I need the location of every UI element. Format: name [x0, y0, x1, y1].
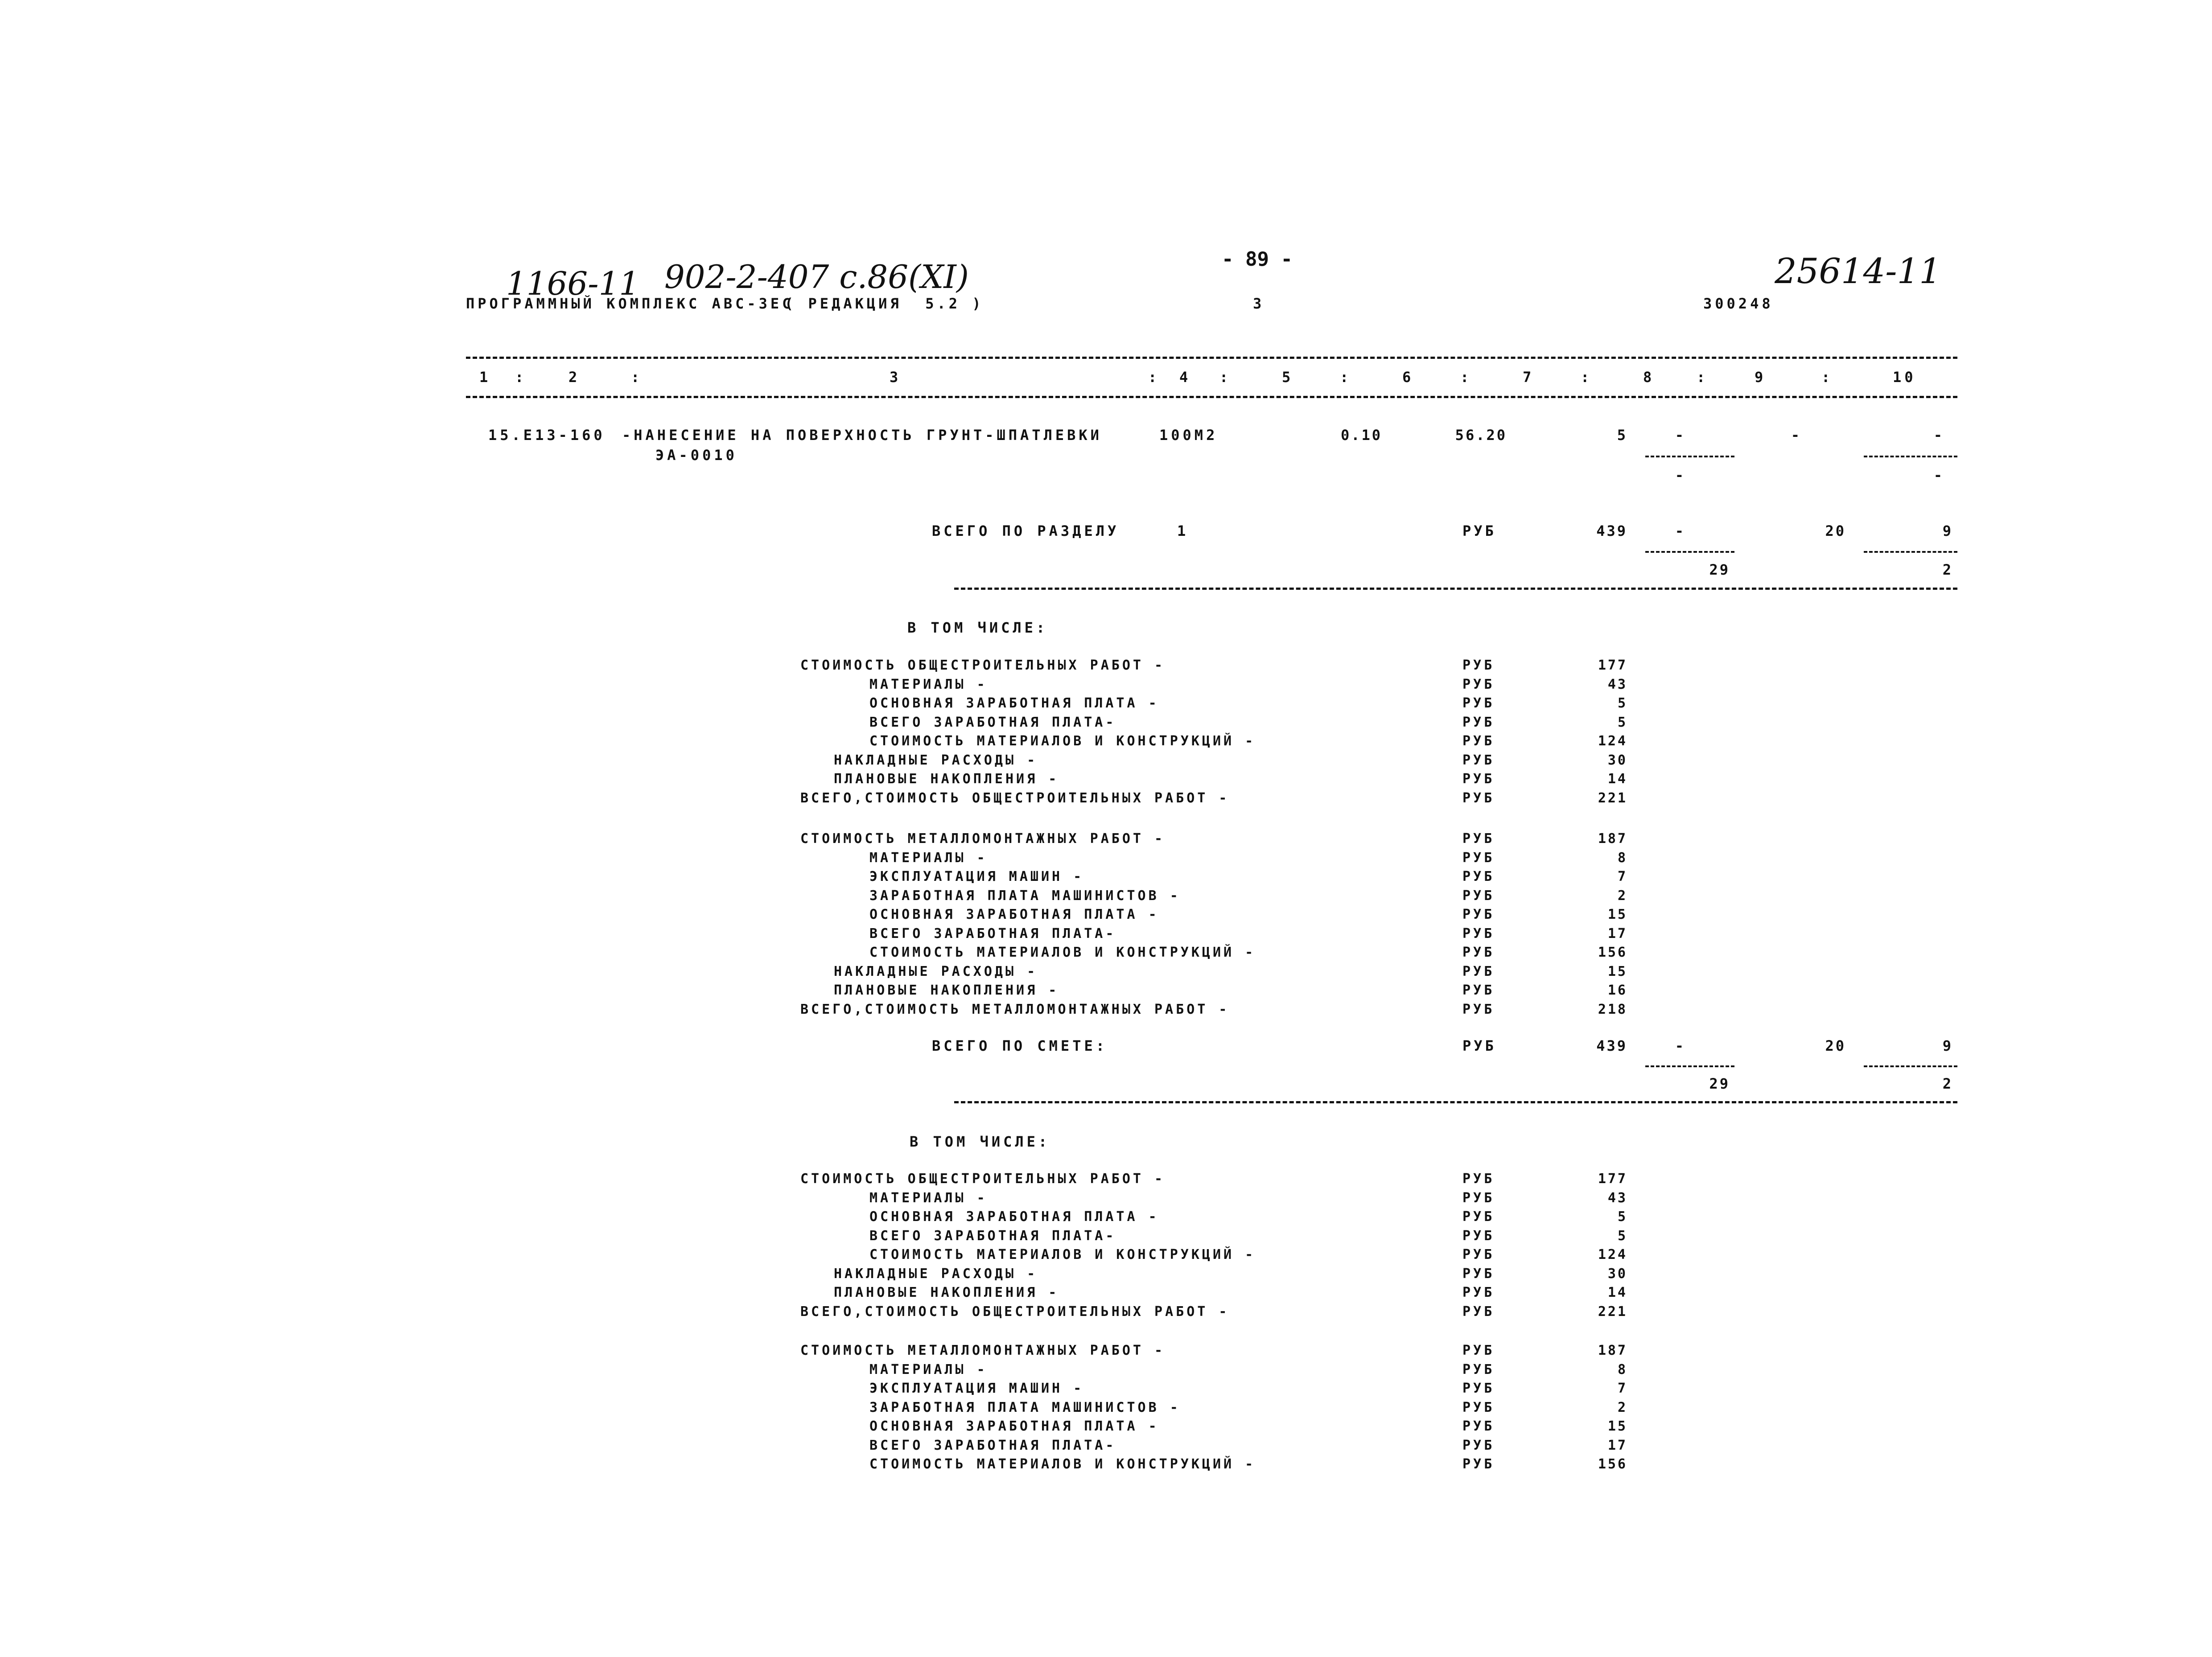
- section-total-unit: РУБ: [1462, 522, 1496, 539]
- breakdown-unit: РУБ: [1462, 1399, 1495, 1415]
- breakdown-value: 187: [1598, 831, 1627, 847]
- breakdown-value: 221: [1598, 1303, 1627, 1320]
- section-total-rule: [954, 588, 1957, 590]
- breakdown-unit: РУБ: [1462, 869, 1495, 884]
- estimate-total-col8-sub: 29: [1709, 1075, 1730, 1092]
- column-separator: :: [1148, 369, 1160, 386]
- section-total-count: 1: [1177, 522, 1189, 539]
- breakdown-value: 8: [1617, 850, 1627, 866]
- header-rule-bottom: [466, 396, 1957, 398]
- breakdown-value: 15: [1607, 907, 1627, 922]
- column-number: 5: [1282, 369, 1294, 386]
- breakdown-label: ВСЕГО ЗАРАБОТНАЯ ПЛАТА-: [869, 925, 1116, 942]
- breakdown-label: ОСНОВНАЯ ЗАРАБОТНАЯ ПЛАТА -: [869, 1209, 1159, 1225]
- breakdown-label: СТОИМОСТЬ ОБЩЕСТРОИТЕЛЬНЫХ РАБОТ -: [800, 1171, 1166, 1187]
- breakdown-value: 221: [1598, 790, 1627, 806]
- breakdown-value: 124: [1598, 733, 1627, 749]
- column-number: 2: [568, 369, 581, 386]
- breakdown-unit: РУБ: [1462, 1285, 1495, 1300]
- breakdown-label: СТОИМОСТЬ МЕТАЛЛОМОНТАЖНЫХ РАБОТ -: [800, 831, 1166, 847]
- item-col10-rule: [1864, 456, 1957, 457]
- breakdown-value: 8: [1617, 1361, 1627, 1377]
- item-qty: 0.10: [1340, 427, 1382, 444]
- breakdown-label: ВСЕГО,СТОИМОСТЬ МЕТАЛЛОМОНТАЖНЫХ РАБОТ -: [800, 1001, 1230, 1017]
- column-header-row: [466, 370, 1957, 388]
- breakdown-value: 2: [1617, 888, 1627, 904]
- including-heading-2: В ТОМ ЧИСЛЕ:: [910, 1133, 1050, 1150]
- section-total-col10-sub: 2: [1942, 561, 1953, 578]
- breakdown-label: НАКЛАДНЫЕ РАСХОДЫ -: [834, 752, 1038, 768]
- breakdown-label: ЭКСПЛУАТАЦИЯ МАШИН -: [869, 1381, 1084, 1396]
- item-col8-rule: [1645, 456, 1734, 457]
- breakdown-label: ЗАРАБОТНАЯ ПЛАТА МАШИНИСТОВ -: [869, 1399, 1181, 1415]
- estimate-total-col10-rule: [1864, 1065, 1957, 1067]
- column-separator: :: [1581, 369, 1593, 386]
- column-number: 7: [1523, 369, 1535, 386]
- breakdown-unit: РУБ: [1462, 733, 1495, 749]
- breakdown-unit: РУБ: [1462, 925, 1495, 942]
- including-heading: В ТОМ ЧИСЛЕ:: [907, 619, 1048, 636]
- breakdown-value: 156: [1598, 945, 1627, 960]
- breakdown-value: 7: [1617, 1381, 1627, 1396]
- item-total: 5: [1617, 427, 1627, 444]
- breakdown-value: 43: [1607, 1190, 1627, 1206]
- breakdown-unit: РУБ: [1462, 1381, 1495, 1396]
- breakdown-value: 5: [1617, 1209, 1627, 1225]
- breakdown-unit: РУБ: [1462, 963, 1495, 979]
- estimate-total-col10: 9: [1942, 1037, 1953, 1054]
- breakdown-unit: РУБ: [1462, 1209, 1495, 1225]
- handwritten-left-code: 1166-11: [506, 265, 640, 302]
- breakdown-unit: РУБ: [1462, 790, 1495, 806]
- breakdown-unit: РУБ: [1462, 945, 1495, 960]
- breakdown-label: ПЛАНОВЫЕ НАКОПЛЕНИЯ -: [834, 983, 1059, 998]
- header-rule-top: [466, 357, 1957, 359]
- document-number: 300248: [1703, 295, 1774, 312]
- breakdown-unit: РУБ: [1462, 907, 1495, 922]
- breakdown-value: 14: [1607, 771, 1627, 787]
- column-number: 1: [479, 369, 491, 386]
- breakdown-unit: РУБ: [1462, 771, 1495, 787]
- breakdown-unit: РУБ: [1462, 1266, 1495, 1282]
- column-number: 10: [1893, 369, 1916, 386]
- breakdown-value: 177: [1598, 1171, 1627, 1187]
- breakdown-value: 5: [1617, 695, 1627, 711]
- program-name: ПРОГРАММНЫЙ КОМПЛЕКС АВС-3ЕС: [466, 295, 794, 312]
- breakdown-value: 156: [1598, 1456, 1627, 1472]
- breakdown-unit: РУБ: [1462, 1228, 1495, 1244]
- breakdown-label: МАТЕРИАЛЫ -: [869, 1190, 988, 1206]
- estimate-total-col9: 20: [1825, 1037, 1846, 1054]
- breakdown-unit: РУБ: [1462, 1361, 1495, 1377]
- estimate-total-col10-sub: 2: [1942, 1075, 1953, 1092]
- breakdown-label: МАТЕРИАЛЫ -: [869, 676, 988, 692]
- breakdown-label: ВСЕГО,СТОИМОСТЬ ОБЩЕСТРОИТЕЛЬНЫХ РАБОТ -: [800, 790, 1230, 806]
- breakdown-value: 14: [1607, 1285, 1627, 1300]
- column-separator: :: [1340, 369, 1352, 386]
- breakdown-label: ЗАРАБОТНАЯ ПЛАТА МАШИНИСТОВ -: [869, 888, 1181, 904]
- breakdown-label: ОСНОВНАЯ ЗАРАБОТНАЯ ПЛАТА -: [869, 907, 1159, 922]
- breakdown-label: НАКЛАДНЫЕ РАСХОДЫ -: [834, 1266, 1038, 1282]
- breakdown-label: ОСНОВНАЯ ЗАРАБОТНАЯ ПЛАТА -: [869, 1419, 1159, 1434]
- section-total-col8: -: [1675, 522, 1685, 539]
- item-code: 15.Е13-160: [488, 427, 606, 444]
- breakdown-unit: РУБ: [1462, 695, 1495, 711]
- breakdown-label: ВСЕГО ЗАРАБОТНАЯ ПЛАТА-: [869, 1437, 1116, 1453]
- breakdown-unit: РУБ: [1462, 1171, 1495, 1187]
- breakdown-unit: РУБ: [1462, 1437, 1495, 1453]
- breakdown-label: ПЛАНОВЫЕ НАКОПЛЕНИЯ -: [834, 771, 1059, 787]
- breakdown-value: 7: [1617, 869, 1627, 884]
- breakdown-unit: РУБ: [1462, 1303, 1495, 1320]
- section-total-value: 439: [1596, 522, 1627, 539]
- item-col8: -: [1675, 427, 1685, 444]
- breakdown-value: 17: [1607, 925, 1627, 942]
- breakdown-value: 43: [1607, 676, 1627, 692]
- breakdown-value: 16: [1607, 983, 1627, 998]
- section-total-col10-rule: [1864, 551, 1957, 553]
- breakdown-unit: РУБ: [1462, 983, 1495, 998]
- breakdown-label: ВСЕГО,СТОИМОСТЬ ОБЩЕСТРОИТЕЛЬНЫХ РАБОТ -: [800, 1303, 1230, 1320]
- breakdown-label: МАТЕРИАЛЫ -: [869, 850, 988, 866]
- item-col8-sub: -: [1675, 467, 1685, 484]
- handwritten-right-code: 25614-11: [1775, 251, 1941, 292]
- breakdown-label: СТОИМОСТЬ МАТЕРИАЛОВ И КОНСТРУКЦИЙ -: [869, 945, 1256, 960]
- column-number: 3: [890, 369, 902, 386]
- handwritten-project-ref: 902-2-407 с.86(XI): [664, 258, 969, 296]
- section-total-col10: 9: [1942, 522, 1953, 539]
- item-price: 56.20: [1455, 427, 1507, 444]
- item-col10: -: [1933, 427, 1944, 444]
- estimate-total-value: 439: [1596, 1037, 1627, 1054]
- estimate-total-rule: [954, 1101, 1957, 1103]
- breakdown-value: 30: [1607, 1266, 1627, 1282]
- column-separator: :: [1460, 369, 1472, 386]
- breakdown-unit: РУБ: [1462, 658, 1495, 673]
- item-unit: 100М2: [1159, 427, 1218, 444]
- breakdown-label: СТОИМОСТЬ МАТЕРИАЛОВ И КОНСТРУКЦИЙ -: [869, 733, 1256, 749]
- section-total-col8-rule: [1645, 551, 1734, 553]
- estimate-total-unit: РУБ: [1462, 1037, 1496, 1054]
- breakdown-value: 218: [1598, 1001, 1627, 1017]
- breakdown-label: НАКЛАДНЫЕ РАСХОДЫ -: [834, 963, 1038, 979]
- breakdown-unit: РУБ: [1462, 1001, 1495, 1017]
- breakdown-unit: РУБ: [1462, 676, 1495, 692]
- breakdown-unit: РУБ: [1462, 714, 1495, 730]
- section-total-col9: 20: [1825, 522, 1846, 539]
- breakdown-label: СТОИМОСТЬ МЕТАЛЛОМОНТАЖНЫХ РАБОТ -: [800, 1343, 1166, 1358]
- column-separator: :: [1219, 369, 1232, 386]
- item-name-line2: ЭА-0010: [655, 447, 737, 464]
- column-number: 4: [1179, 369, 1191, 386]
- column-separator: :: [1821, 369, 1833, 386]
- breakdown-label: СТОИМОСТЬ ОБЩЕСТРОИТЕЛЬНЫХ РАБОТ -: [800, 658, 1166, 673]
- column-separator: :: [515, 369, 527, 386]
- item-name: -НАНЕСЕНИЕ НА ПОВЕРХНОСТЬ ГРУНТ-ШПАТЛЕВКИ: [622, 427, 1102, 444]
- breakdown-value: 5: [1617, 714, 1627, 730]
- estimate-total-col8: -: [1675, 1037, 1685, 1054]
- section-total-label: ВСЕГО ПО РАЗДЕЛУ: [932, 522, 1120, 539]
- breakdown-label: ЭКСПЛУАТАЦИЯ МАШИН -: [869, 869, 1084, 884]
- column-number: 8: [1643, 369, 1655, 386]
- breakdown-unit: РУБ: [1462, 1343, 1495, 1358]
- breakdown-label: МАТЕРИАЛЫ -: [869, 1361, 988, 1377]
- column-separator: :: [1697, 369, 1709, 386]
- breakdown-value: 30: [1607, 752, 1627, 768]
- breakdown-unit: РУБ: [1462, 1419, 1495, 1434]
- breakdown-value: 15: [1607, 963, 1627, 979]
- breakdown-label: ВСЕГО ЗАРАБОТНАЯ ПЛАТА-: [869, 714, 1116, 730]
- breakdown-label: ПЛАНОВЫЕ НАКОПЛЕНИЯ -: [834, 1285, 1059, 1300]
- breakdown-value: 5: [1617, 1228, 1627, 1244]
- breakdown-value: 17: [1607, 1437, 1627, 1453]
- breakdown-unit: РУБ: [1462, 752, 1495, 768]
- breakdown-value: 187: [1598, 1343, 1627, 1358]
- column-number: 6: [1402, 369, 1414, 386]
- breakdown-value: 124: [1598, 1247, 1627, 1262]
- breakdown-label: СТОИМОСТЬ МАТЕРИАЛОВ И КОНСТРУКЦИЙ -: [869, 1247, 1256, 1262]
- breakdown-unit: РУБ: [1462, 1190, 1495, 1206]
- column-number: 9: [1755, 369, 1767, 386]
- breakdown-value: 2: [1617, 1399, 1627, 1415]
- breakdown-value: 15: [1607, 1419, 1627, 1434]
- breakdown-unit: РУБ: [1462, 1247, 1495, 1262]
- breakdown-unit: РУБ: [1462, 888, 1495, 904]
- sheet-number: 3: [1253, 295, 1265, 312]
- page-number: - 89 -: [1222, 248, 1293, 271]
- breakdown-label: ОСНОВНАЯ ЗАРАБОТНАЯ ПЛАТА -: [869, 695, 1159, 711]
- column-separator: :: [631, 369, 643, 386]
- breakdown-label: ВСЕГО ЗАРАБОТНАЯ ПЛАТА-: [869, 1228, 1116, 1244]
- estimate-total-col8-rule: [1645, 1065, 1734, 1067]
- breakdown-value: 177: [1598, 658, 1627, 673]
- program-edition: ( РЕДАКЦИЯ 5.2 ): [785, 295, 984, 312]
- breakdown-unit: РУБ: [1462, 1456, 1495, 1472]
- breakdown-unit: РУБ: [1462, 850, 1495, 866]
- breakdown-unit: РУБ: [1462, 831, 1495, 847]
- estimate-total-label: ВСЕГО ПО СМЕТЕ:: [932, 1037, 1108, 1054]
- item-col10-sub: -: [1933, 467, 1944, 484]
- section-total-col8-sub: 29: [1709, 561, 1730, 578]
- breakdown-label: СТОИМОСТЬ МАТЕРИАЛОВ И КОНСТРУКЦИЙ -: [869, 1456, 1256, 1472]
- item-col9: -: [1791, 427, 1801, 444]
